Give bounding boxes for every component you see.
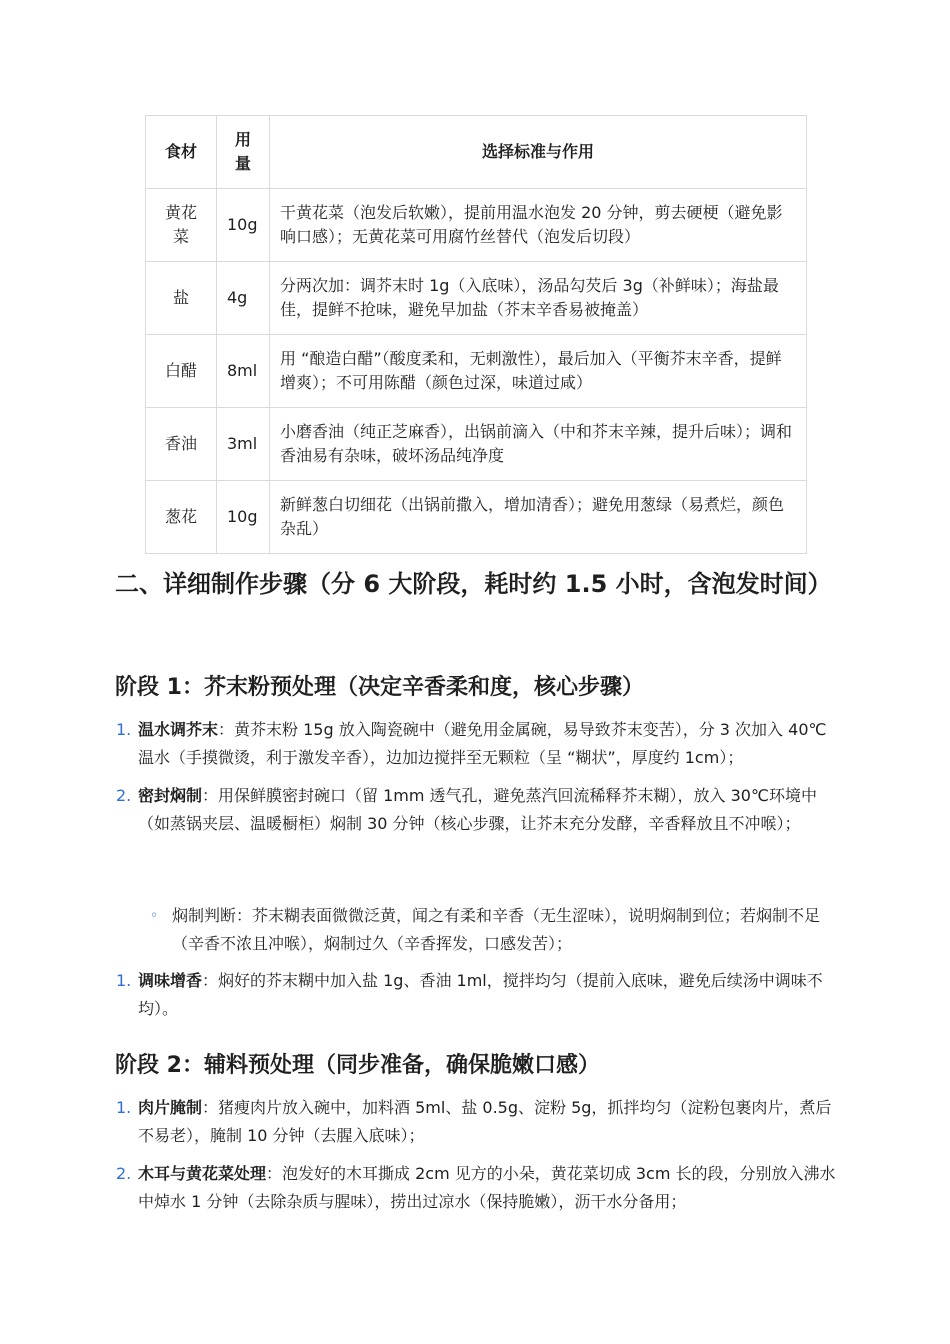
cell-name: 香油 [146, 408, 217, 481]
step-term: 肉片腌制 [138, 1098, 203, 1117]
list-item [116, 716, 838, 772]
list-item [116, 1160, 843, 1216]
stage1-substeps [150, 902, 832, 968]
list-item [150, 902, 832, 958]
substep-text: 焖制判断：芥末糊表面微微泛黄，闻之有柔和辛香（无生涩味），说明焖制到位；若焖制不足（辛香不浓且冲喉），焖制过久（辛香挥发，口感发苦）； [172, 906, 821, 953]
step-term: 调味增香 [138, 971, 203, 990]
table-row [146, 335, 807, 408]
cell-qty: 3ml [217, 408, 270, 481]
cell-name: 黄花菜 [146, 189, 217, 262]
header-amount: 用量 [217, 116, 270, 189]
cell-desc: 分两次加：调芥末时 1g（入底味），汤品勾芡后 3g（补鲜味）；海盐最佳，提鲜不抢味，避免早加盐（芥末辛香易被掩盖） [270, 262, 807, 335]
table-row [146, 189, 807, 262]
cell-desc: 新鲜葱白切细花（出锅前撒入，增加清香）；避免用葱绿（易煮烂，颜色杂乱） [270, 481, 807, 554]
cell-desc: 用 “酿造白醋”（酸度柔和，无刺激性），最后加入（平衡芥末辛香，提鲜增爽）；不可用陈醋（颜色过深，味道过咸） [270, 335, 807, 408]
ingredient-table [145, 115, 807, 554]
list-item [116, 1094, 843, 1150]
cell-qty: 10g [217, 189, 270, 262]
stage2-steps [116, 1094, 843, 1226]
step-number: 2. [116, 786, 132, 805]
section-title: 二、详细制作步骤（分 6 大阶段，耗时约 1.5 小时，含泡发时间） [115, 570, 832, 598]
step-number: 2. [116, 1164, 132, 1183]
table-row [146, 262, 807, 335]
step-text: ：泡发好的木耳撕成 2cm 见方的小朵，黄花菜切成 3cm 长的段，分别放入沸水中焯水 1 分钟（去除杂质与腥味），捞出过凉水（保持脆嫩），沥干水分备用； [138, 1164, 836, 1211]
stage1-steps [116, 716, 838, 848]
cell-qty: 10g [217, 481, 270, 554]
step-number: 1. [116, 1098, 132, 1117]
cell-qty: 8ml [217, 335, 270, 408]
cell-name: 盐 [146, 262, 217, 335]
table-header-row [146, 116, 807, 189]
step-number: 1. [116, 971, 132, 990]
list-item [116, 967, 838, 1023]
step-term: 密封焖制 [138, 786, 203, 805]
header-ingredient: 食材 [146, 116, 217, 189]
list-item [116, 782, 838, 838]
stage2-title: 阶段 2：辅料预处理（同步准备，确保脆嫩口感） [115, 1053, 600, 1078]
stage1-title: 阶段 1：芥末粉预处理（决定辛香柔和度，核心步骤） [115, 675, 644, 700]
table-row [146, 408, 807, 481]
bullet-icon: ◦ [150, 908, 159, 924]
step-number: 1. [116, 720, 132, 739]
step-term: 温水调芥末 [138, 720, 219, 739]
cell-desc: 干黄花菜（泡发后软嫩），提前用温水泡发 20 分钟，剪去硬梗（避免影响口感）；无黄花菜可用腐竹丝替代（泡发后切段） [270, 189, 807, 262]
cell-name: 葱花 [146, 481, 217, 554]
table-row [146, 481, 807, 554]
header-criteria: 选择标准与作用 [270, 116, 807, 189]
step-text: ：黄芥末粉 15g 放入陶瓷碗中（避免用金属碗，易导致芥末变苦），分 3 次加入 40℃温水（手摸微烫，利于激发辛香），边加边搅拌至无颗粒（呈 “糊状”，厚度约 1cm）； [138, 720, 827, 767]
stage1-steps-continued [116, 967, 838, 1033]
step-term: 木耳与黄花菜处理 [138, 1164, 267, 1183]
cell-qty: 4g [217, 262, 270, 335]
cell-name: 白醋 [146, 335, 217, 408]
cell-desc: 小磨香油（纯正芝麻香），出锅前滴入（中和芥末辛辣，提升后味）；调和香油易有杂味，破坏汤品纯净度 [270, 408, 807, 481]
step-text: ：焖好的芥末糊中加入盐 1g、香油 1ml，搅拌均匀（提前入底味，避免后续汤中调味不均）。 [138, 971, 823, 1018]
step-text: ：猪瘦肉片放入碗中，加料酒 5ml、盐 0.5g、淀粉 5g，抓拌均匀（淀粉包裹肉片，煮后不易老），腌制 10 分钟（去腥入底味）； [138, 1098, 832, 1145]
step-text: ：用保鲜膜密封碗口（留 1mm 透气孔，避免蒸汽回流稀释芥末糊），放入 30℃环境中（如蒸锅夹层、温暖橱柜）焖制 30 分钟（核心步骤，让芥末充分发酵，辛香释放且不冲喉）； [138, 786, 817, 833]
